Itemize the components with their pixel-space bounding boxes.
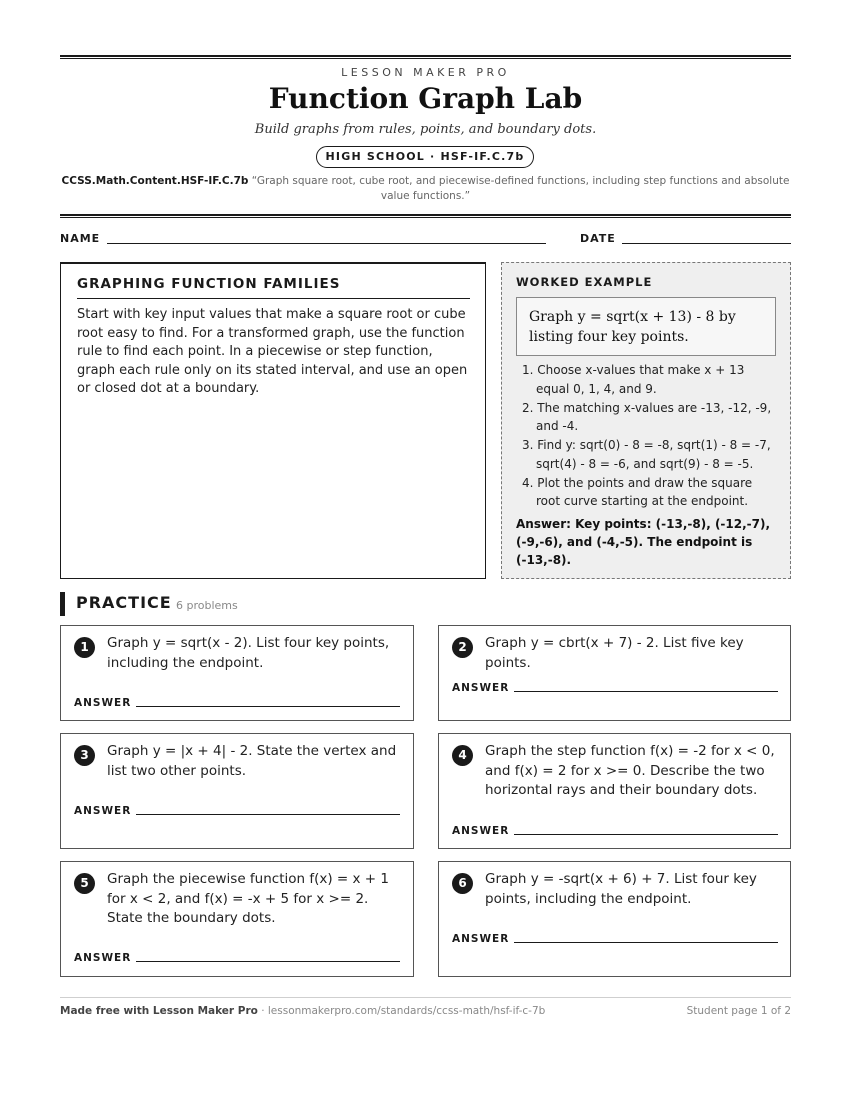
- problem-card-5: [60, 861, 414, 977]
- problem-card-4: [438, 733, 791, 849]
- problem-number-badge: 4: [452, 745, 473, 766]
- worked-example-box: [501, 262, 791, 579]
- problem-card-1: [60, 625, 414, 721]
- brand-label: LESSON MAKER PRO: [341, 66, 510, 79]
- answer-label: ANSWER: [452, 825, 510, 837]
- problem-text: Graph y = cbrt(x + 7) - 2. List five key points.: [485, 635, 744, 671]
- problem-text: Graph the piecewise function f(x) = x + 1 for x < 2, and f(x) = -x + 5 for x >= 2. State the boundary dots.: [107, 871, 390, 926]
- footer-rule: [60, 997, 791, 998]
- worked-example-heading: WORKED EXAMPLE: [516, 275, 653, 289]
- problem-number-badge: 5: [74, 873, 95, 894]
- worked-example-steps: [516, 361, 778, 511]
- answer-field[interactable]: [136, 706, 400, 707]
- problem-card-2: [438, 625, 791, 721]
- date-label: DATE: [580, 232, 616, 245]
- page-subtitle: Build graphs from rules, points, and boundary dots.: [254, 122, 597, 137]
- footer-link[interactable]: · lessonmakerpro.com/standards/ccss-math/hsf-if-c-7b: [257, 1005, 546, 1017]
- practice-accent-bar: [60, 592, 65, 616]
- worked-example-step: 2. The matching x-values are -13, -12, -9, and -4.: [522, 400, 772, 433]
- problem-number-badge: 1: [74, 637, 95, 658]
- answer-field[interactable]: [136, 814, 400, 815]
- standard-description: [60, 174, 791, 204]
- header-double-rule: [60, 214, 791, 218]
- level-badge: HIGH SCHOOL · HSF-IF.C.7b: [316, 146, 534, 168]
- date-field[interactable]: [622, 243, 791, 244]
- top-double-rule: [60, 55, 791, 59]
- problem-text: Graph y = -sqrt(x + 6) + 7. List four key points, including the endpoint.: [485, 871, 757, 907]
- footer-made-with: Made free with Lesson Maker Pro: [60, 1005, 258, 1017]
- problem-card-3: [60, 733, 414, 849]
- footer-credit: [60, 1005, 545, 1017]
- worksheet-page: [60, 0, 791, 1100]
- problem-card-6: [438, 861, 791, 977]
- answer-field[interactable]: [514, 834, 778, 835]
- footer-page-number: Student page 1 of 2: [686, 1005, 791, 1017]
- standard-text: “Graph square root, cube root, and piecewise-defined functions, including step functions and absolute value functions.”: [251, 175, 790, 202]
- answer-label: ANSWER: [452, 682, 510, 694]
- answer-field[interactable]: [136, 961, 400, 962]
- name-field[interactable]: [107, 243, 546, 244]
- problem-text: Graph y = sqrt(x - 2). List four key points, including the endpoint.: [107, 635, 390, 671]
- worked-example-step: 1. Choose x-values that make x + 13 equal 0, 1, 4, and 9.: [522, 363, 745, 396]
- practice-count: 6 problems: [176, 599, 238, 612]
- intro-heading: GRAPHING FUNCTION FAMILIES: [77, 276, 470, 299]
- standard-code: CCSS.Math.Content.HSF-IF.C.7b: [61, 175, 249, 187]
- answer-field[interactable]: [514, 942, 778, 943]
- practice-heading: PRACTICE: [76, 593, 172, 612]
- problem-text: Graph the step function f(x) = -2 for x < 0, and f(x) = 2 for x >= 0. Describe the two horizontal rays and their boundary dots.: [485, 743, 775, 798]
- problem-text: Graph y = |x + 4| - 2. State the vertex and list two other points.: [107, 743, 397, 779]
- intro-box: [60, 262, 486, 579]
- name-label: NAME: [60, 232, 101, 245]
- problem-number-badge: 2: [452, 637, 473, 658]
- worked-example-prompt: Graph y = sqrt(x + 13) - 8 by listing four key points.: [516, 297, 776, 356]
- worked-example-step: 3. Find y: sqrt(0) - 8 = -8, sqrt(1) - 8 = -7, sqrt(4) - 8 = -6, and sqrt(9) - 8 = -5.: [522, 438, 771, 471]
- page-title: Function Graph Lab: [268, 82, 583, 115]
- answer-label: ANSWER: [74, 697, 132, 709]
- answer-label: ANSWER: [74, 805, 132, 817]
- answer-field[interactable]: [514, 691, 778, 692]
- problem-number-badge: 6: [452, 873, 473, 894]
- problem-number-badge: 3: [74, 745, 95, 766]
- answer-label: ANSWER: [452, 933, 510, 945]
- answer-label: ANSWER: [74, 952, 132, 964]
- worked-example-answer: Answer: Key points: (-13,-8), (-12,-7), (-9,-6), and (-4,-5). The endpoint is (-13,-8).: [516, 517, 771, 567]
- worked-example-step: 4. Plot the points and draw the square root curve starting at the endpoint.: [522, 475, 753, 508]
- intro-body: Start with key input values that make a square root or cube root easy to find. For a transformed graph, use the function rule to find each point. In a piecewise or step function, graph each rule only on its stated interval, and use an open or closed dot at a boundary.: [77, 307, 468, 396]
